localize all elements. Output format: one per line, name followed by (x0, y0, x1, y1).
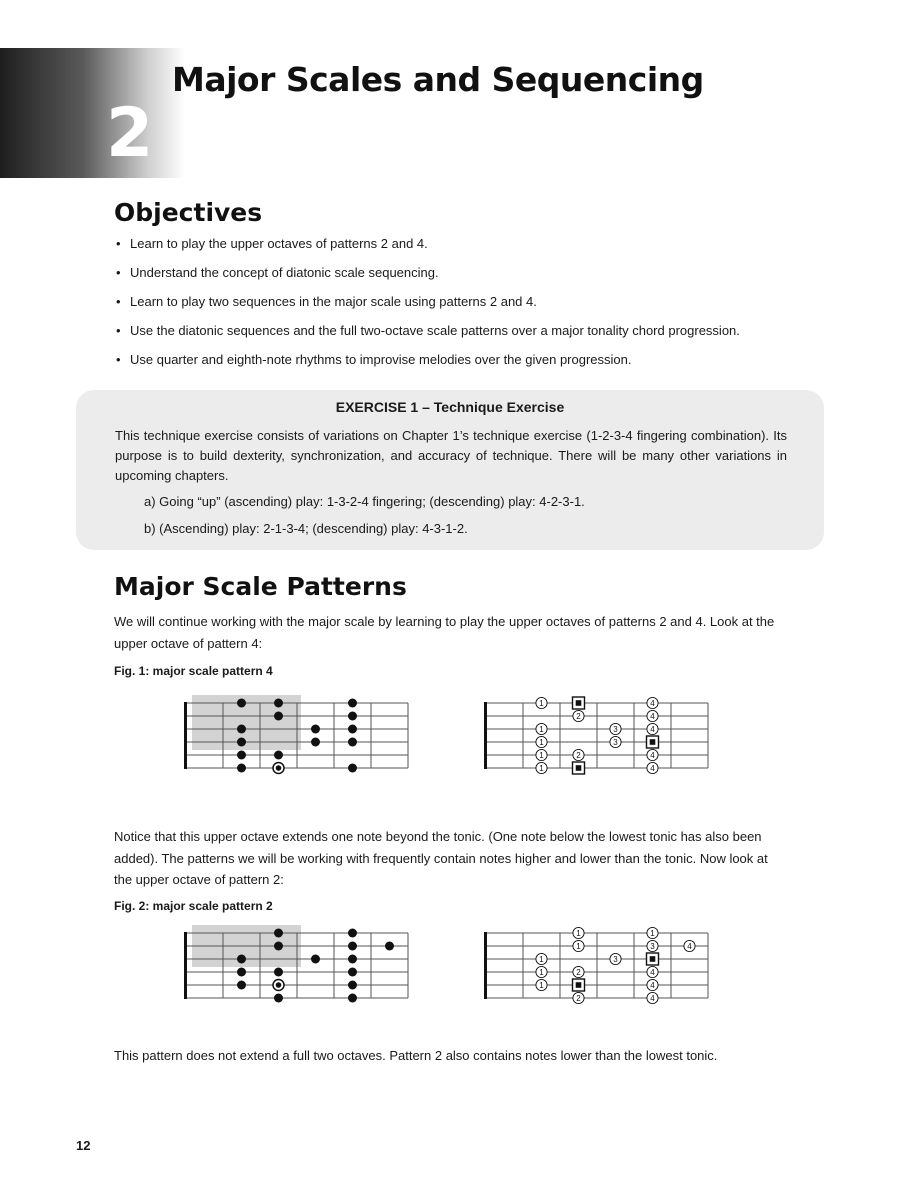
finger-number: 4 (650, 712, 655, 721)
note-dot (348, 942, 357, 951)
nut (184, 702, 187, 769)
note-dot (348, 994, 357, 1003)
finger-number: 4 (650, 699, 655, 708)
note-dot (237, 699, 246, 708)
patterns-closing-text: This pattern does not extend a full two octaves. Pattern 2 also contains notes lower than the lowest tonic. (114, 1048, 718, 1063)
finger-number: 1 (539, 955, 544, 964)
finger-number: 1 (539, 751, 544, 760)
objective-item: • Use the diatonic sequences and the full two-octave scale patterns over a major tonality chord progression. (114, 321, 804, 350)
note-dot (385, 942, 394, 951)
fig1-fingering-diagram (482, 695, 712, 785)
tonic-dot-center (276, 765, 282, 771)
note-dot (348, 929, 357, 938)
fig1-caption: Fig. 1: major scale pattern 4 (114, 664, 273, 678)
note-dot (274, 751, 283, 760)
finger-number: 1 (539, 725, 544, 734)
finger-number: 2 (576, 751, 581, 760)
note-dot (237, 955, 246, 964)
note-dot (274, 699, 283, 708)
finger-number: 4 (687, 942, 692, 951)
patterns-middle-text: Notice that this upper octave extends one note beyond the tonic. (One note below the lowest tonic has also been added). The patterns we will be working with frequently contain notes higher and lower than the tonic. Now look at the upper octave of pattern 2: (114, 829, 768, 887)
tonic-marker-center (650, 956, 656, 962)
finger-number: 3 (613, 738, 618, 747)
patterns-heading: Major Scale Patterns (114, 572, 407, 601)
finger-number: 1 (539, 699, 544, 708)
finger-number: 3 (650, 942, 655, 951)
note-dot (237, 751, 246, 760)
note-dot (274, 994, 283, 1003)
finger-number: 1 (539, 738, 544, 747)
note-dot (348, 981, 357, 990)
objective-item: • Learn to play the upper octaves of patterns 2 and 4. (114, 234, 804, 263)
note-dot (348, 725, 357, 734)
note-dot (274, 968, 283, 977)
fig2-caption: Fig. 2: major scale pattern 2 (114, 899, 273, 913)
note-dot (274, 712, 283, 721)
finger-number: 1 (650, 929, 655, 938)
finger-number: 2 (576, 994, 581, 1003)
exercise-description: This technique exercise consists of variations on Chapter 1’s technique exercise (1-2-3-4 fingering combination). Its purpose is to build dexterity, synchronization, and accuracy of technique. There will be many other variations in upcoming chapters. (115, 428, 787, 483)
note-dot (348, 699, 357, 708)
finger-number: 2 (576, 712, 581, 721)
finger-number: 4 (650, 981, 655, 990)
fig2-dot-diagram (182, 925, 412, 1015)
fig1-dot-diagram (182, 695, 412, 785)
finger-number: 4 (650, 994, 655, 1003)
note-dot (348, 738, 357, 747)
finger-number: 4 (650, 764, 655, 773)
note-dot (311, 955, 320, 964)
finger-number: 2 (576, 968, 581, 977)
chapter-number: 2 (106, 94, 154, 173)
exercise-step-b: b) (Ascending) play: 2-1-3-4; (descending) play: 4-3-1-2. (144, 521, 468, 536)
finger-number: 4 (650, 751, 655, 760)
note-dot (348, 955, 357, 964)
finger-number: 3 (613, 725, 618, 734)
note-dot (237, 738, 246, 747)
note-dot (348, 764, 357, 773)
note-dot (237, 981, 246, 990)
objective-item: • Use quarter and eighth-note rhythms to improvise melodies over the given progression. (114, 350, 804, 379)
objective-item: • Understand the concept of diatonic scale sequencing. (114, 263, 804, 292)
fig2-fingering-diagram (482, 925, 712, 1015)
note-dot (348, 712, 357, 721)
objective-item: • Learn to play two sequences in the major scale using patterns 2 and 4. (114, 292, 804, 321)
nut (184, 932, 187, 999)
finger-number: 4 (650, 725, 655, 734)
page-number: 12 (76, 1138, 91, 1153)
patterns-intro: We will continue working with the major scale by learning to play the upper octaves of patterns 2 and 4. Look at the upper octave of pattern 4: (114, 614, 775, 651)
exercise-step-a: a) Going “up” (ascending) play: 1-3-2-4 fingering; (descending) play: 4-2-3-1. (144, 494, 585, 509)
objectives-list (114, 234, 804, 379)
exercise-title: EXERCISE 1 – Technique Exercise (335, 399, 565, 415)
note-dot (311, 738, 320, 747)
finger-number: 1 (539, 981, 544, 990)
tonic-marker-center (576, 765, 582, 771)
note-dot (311, 725, 320, 734)
nut (484, 932, 487, 999)
finger-number: 4 (650, 968, 655, 977)
tonic-marker-center (576, 982, 582, 988)
tonic-dot-center (276, 982, 282, 988)
tonic-marker-center (576, 700, 582, 706)
finger-number: 3 (613, 955, 618, 964)
tonic-marker-center (650, 739, 656, 745)
note-dot (274, 942, 283, 951)
nut (484, 702, 487, 769)
finger-number: 1 (539, 764, 544, 773)
note-dot (237, 764, 246, 773)
chapter-tab (0, 48, 185, 178)
note-dot (274, 929, 283, 938)
objectives-heading: Objectives (114, 198, 263, 227)
finger-number: 1 (576, 942, 581, 951)
exercise-box (76, 390, 824, 550)
finger-number: 1 (576, 929, 581, 938)
note-dot (237, 725, 246, 734)
note-dot (237, 968, 246, 977)
finger-number: 1 (539, 968, 544, 977)
note-dot (348, 968, 357, 977)
chapter-title: Major Scales and Sequencing (172, 60, 704, 99)
